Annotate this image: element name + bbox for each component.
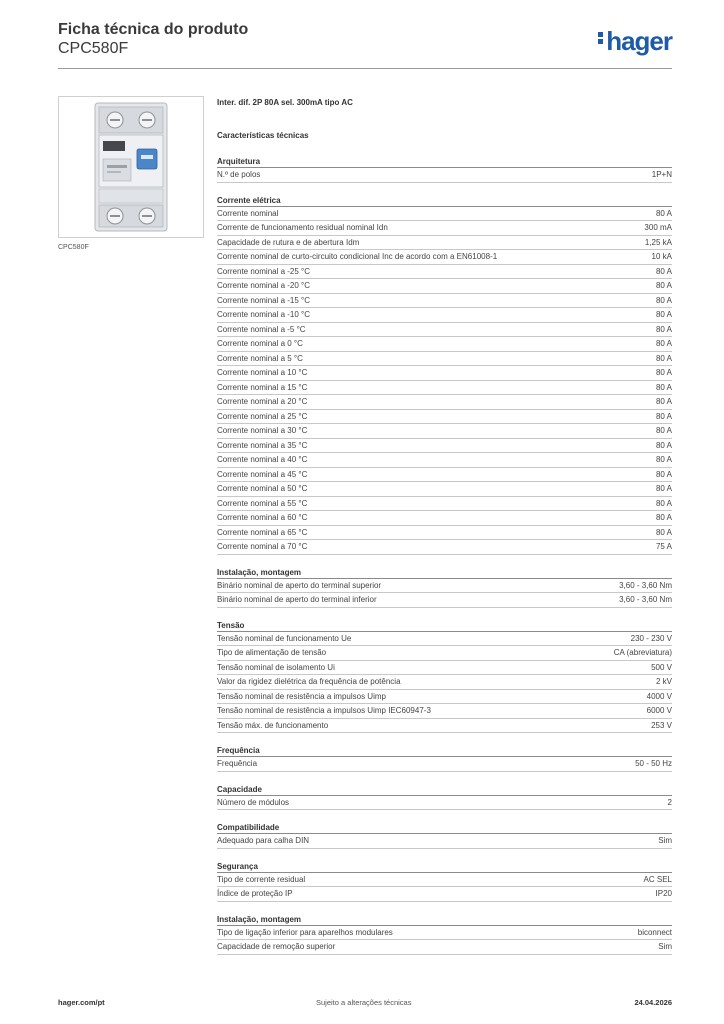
- spec-group-heading: Arquitetura: [217, 156, 672, 168]
- logo-dots-icon: [598, 30, 604, 46]
- footer-website-link[interactable]: hager.com/pt: [58, 998, 105, 1007]
- spec-value: 80 A: [655, 310, 672, 319]
- spec-value: 3,60 - 3,60 Nm: [619, 595, 672, 604]
- spec-label: Corrente nominal a -10 °C: [217, 310, 311, 319]
- spec-row: [217, 395, 672, 410]
- spec-value: 80 A: [655, 484, 672, 493]
- spec-value: 80 A: [655, 426, 672, 435]
- spec-value: 80 A: [655, 339, 672, 348]
- product-code: CPC580F: [58, 40, 129, 57]
- spec-label: Capacidade de rutura e de abertura Idm: [217, 237, 360, 247]
- spec-row: [217, 646, 672, 661]
- spec-value: 230 - 230 V: [630, 633, 672, 643]
- spec-value: 500 V: [651, 662, 672, 672]
- logo-text: hager: [606, 26, 672, 56]
- spec-row: [217, 834, 672, 849]
- spec-value: 253 V: [651, 720, 672, 730]
- spec-label: Índice de proteção IP: [217, 889, 293, 898]
- spec-value: Sim: [658, 836, 672, 845]
- spec-row: [217, 579, 672, 594]
- spec-label: Tipo de corrente residual: [217, 874, 306, 884]
- spec-value: Sim: [658, 942, 672, 951]
- spec-value: 80 A: [655, 368, 672, 377]
- spec-value: 80 A: [655, 397, 672, 406]
- spec-row: [217, 873, 672, 888]
- spec-label: Tensão nominal de funcionamento Ue: [217, 633, 352, 643]
- spec-row: [217, 887, 672, 902]
- spec-label: N.º de polos: [217, 170, 261, 179]
- spec-label: Corrente nominal a -25 °C: [217, 266, 311, 276]
- spec-label: Corrente nominal a 0 °C: [217, 339, 303, 348]
- spec-label: Corrente nominal de curto-circuito condicional Inc de acordo com a EN61008-1: [217, 252, 498, 261]
- spec-label: Corrente nominal a -15 °C: [217, 295, 311, 305]
- spec-label: Corrente nominal a 10 °C: [217, 368, 308, 377]
- spec-value: 2 kV: [655, 677, 672, 686]
- spec-label: Corrente nominal a -5 °C: [217, 324, 306, 334]
- spec-label: Corrente nominal a 65 °C: [217, 527, 308, 537]
- footer-date: 24.04.2026: [634, 998, 672, 1007]
- spec-label: Corrente de funcionamento residual nominal Idn: [217, 223, 388, 232]
- spec-value: 2: [667, 797, 672, 807]
- spec-row: [217, 424, 672, 439]
- header-divider: [58, 68, 672, 69]
- spec-label: Corrente nominal a 60 °C: [217, 513, 308, 522]
- spec-row: [217, 410, 672, 425]
- spec-label: Tipo de alimentação de tensão: [217, 648, 327, 657]
- spec-row: [217, 661, 672, 676]
- spec-value: 80 A: [655, 353, 672, 363]
- spec-group-heading: Segurança: [217, 861, 672, 873]
- spec-label: Corrente nominal a 20 °C: [217, 397, 308, 406]
- page-title: Ficha técnica do produto: [58, 21, 249, 38]
- spec-row: [217, 221, 672, 236]
- spec-value: biconnect: [637, 927, 672, 937]
- spec-row: [217, 439, 672, 454]
- spec-label: Corrente nominal a 70 °C: [217, 542, 308, 551]
- spec-label: Adequado para calha DIN: [217, 836, 310, 845]
- spec-label: Corrente nominal a 35 °C: [217, 440, 308, 450]
- page-header: [58, 20, 672, 68]
- spec-value: 80 A: [655, 455, 672, 464]
- spec-label: Número de módulos: [217, 797, 290, 807]
- spec-group-heading: Corrente elétrica: [217, 195, 672, 207]
- spec-row: [217, 381, 672, 396]
- spec-content: [217, 96, 672, 955]
- spec-value: 80 A: [655, 208, 672, 218]
- spec-group-heading: Tensão: [217, 620, 672, 632]
- spec-row: [217, 352, 672, 367]
- spec-group-heading: Capacidade: [217, 784, 672, 796]
- spec-row: [217, 265, 672, 280]
- spec-value: IP20: [655, 889, 672, 898]
- spec-row: [217, 323, 672, 338]
- spec-label: Corrente nominal a 50 °C: [217, 484, 308, 493]
- spec-row: [217, 236, 672, 251]
- spec-value: 4000 V: [646, 691, 672, 701]
- hager-logo: [598, 26, 672, 57]
- spec-row: [217, 675, 672, 690]
- spec-row: [217, 526, 672, 541]
- spec-value: 3,60 - 3,60 Nm: [619, 580, 672, 590]
- spec-value: 80 A: [655, 266, 672, 276]
- spec-group-heading: Instalação, montagem: [217, 914, 672, 926]
- spec-label: Tensão nominal de resistência a impulsos Uimp: [217, 691, 386, 701]
- spec-row: [217, 719, 672, 734]
- spec-value: 50 - 50 Hz: [635, 759, 672, 768]
- spec-value: 6000 V: [646, 706, 672, 715]
- spec-row: [217, 250, 672, 265]
- spec-label: Tensão nominal de resistência a impulsos Uimp IEC60947-3: [217, 706, 431, 715]
- spec-value: 80 A: [655, 281, 672, 290]
- spec-row: [217, 497, 672, 512]
- spec-group-heading: Frequência: [217, 745, 672, 757]
- footer-notice: Sujeito a alterações técnicas: [316, 998, 412, 1007]
- spec-value: 80 A: [655, 527, 672, 537]
- spec-group-heading: Compatibilidade: [217, 822, 672, 834]
- spec-value: 80 A: [655, 469, 672, 479]
- spec-label: Tensão nominal de isolamento Ui: [217, 662, 335, 672]
- spec-value: 75 A: [655, 542, 672, 551]
- spec-value: 1P+N: [651, 170, 672, 179]
- spec-row: [217, 511, 672, 526]
- spec-label: Corrente nominal a 5 °C: [217, 353, 303, 363]
- spec-row: [217, 279, 672, 294]
- spec-label: Valor da rigidez dielétrica da frequência de potência: [217, 677, 401, 686]
- spec-row: [217, 690, 672, 705]
- spec-label: Corrente nominal a 45 °C: [217, 469, 308, 479]
- section-heading: Características técnicas: [217, 131, 309, 140]
- spec-group-heading: Instalação, montagem: [217, 567, 672, 579]
- spec-row: [217, 540, 672, 555]
- spec-row: [217, 926, 672, 941]
- spec-label: Corrente nominal a 15 °C: [217, 382, 308, 392]
- spec-label: Tensão máx. de funcionamento: [217, 720, 329, 730]
- spec-label: Corrente nominal: [217, 208, 279, 218]
- spec-label: Corrente nominal a 55 °C: [217, 498, 308, 508]
- spec-row: [217, 294, 672, 309]
- spec-label: Corrente nominal a 25 °C: [217, 411, 308, 421]
- spec-row: [217, 168, 672, 183]
- spec-value: 80 A: [655, 498, 672, 508]
- spec-value: 80 A: [655, 295, 672, 305]
- spec-groups: [217, 156, 672, 955]
- spec-label: Binário nominal de aperto do terminal inferior: [217, 595, 377, 604]
- product-image-caption: CPC580F: [58, 244, 89, 251]
- spec-label: Corrente nominal a 40 °C: [217, 455, 308, 464]
- spec-row: [217, 453, 672, 468]
- circuit-breaker-icon: [89, 101, 173, 233]
- spec-value: 80 A: [655, 411, 672, 421]
- spec-row: [217, 468, 672, 483]
- spec-value: 80 A: [655, 440, 672, 450]
- spec-row: [217, 207, 672, 222]
- spec-value: AC SEL: [643, 874, 672, 884]
- product-image-frame: [58, 96, 204, 238]
- spec-value: 80 A: [655, 513, 672, 522]
- spec-label: Binário nominal de aperto do terminal superior: [217, 580, 382, 590]
- spec-label: Corrente nominal a 30 °C: [217, 426, 308, 435]
- spec-value: 1,25 kA: [644, 237, 672, 247]
- spec-label: Frequência: [217, 759, 258, 768]
- spec-label: Tipo de ligação inferior para aparelhos modulares: [217, 927, 393, 937]
- spec-row: [217, 366, 672, 381]
- spec-label: Capacidade de remoção superior: [217, 942, 336, 951]
- page-footer: [58, 998, 672, 1010]
- spec-row: [217, 482, 672, 497]
- spec-row: [217, 796, 672, 811]
- spec-row: [217, 632, 672, 647]
- spec-value: 300 mA: [644, 223, 672, 232]
- spec-row: [217, 593, 672, 608]
- spec-row: [217, 757, 672, 772]
- spec-label: Corrente nominal a -20 °C: [217, 281, 311, 290]
- spec-row: [217, 940, 672, 955]
- spec-value: 10 kA: [651, 252, 672, 261]
- spec-row: [217, 308, 672, 323]
- spec-row: [217, 704, 672, 719]
- spec-value: 80 A: [655, 324, 672, 334]
- spec-value: CA (abreviatura): [613, 648, 672, 657]
- spec-value: 80 A: [655, 382, 672, 392]
- product-name: Inter. dif. 2P 80A sel. 300mA tipo AC: [217, 98, 353, 107]
- spec-row: [217, 337, 672, 352]
